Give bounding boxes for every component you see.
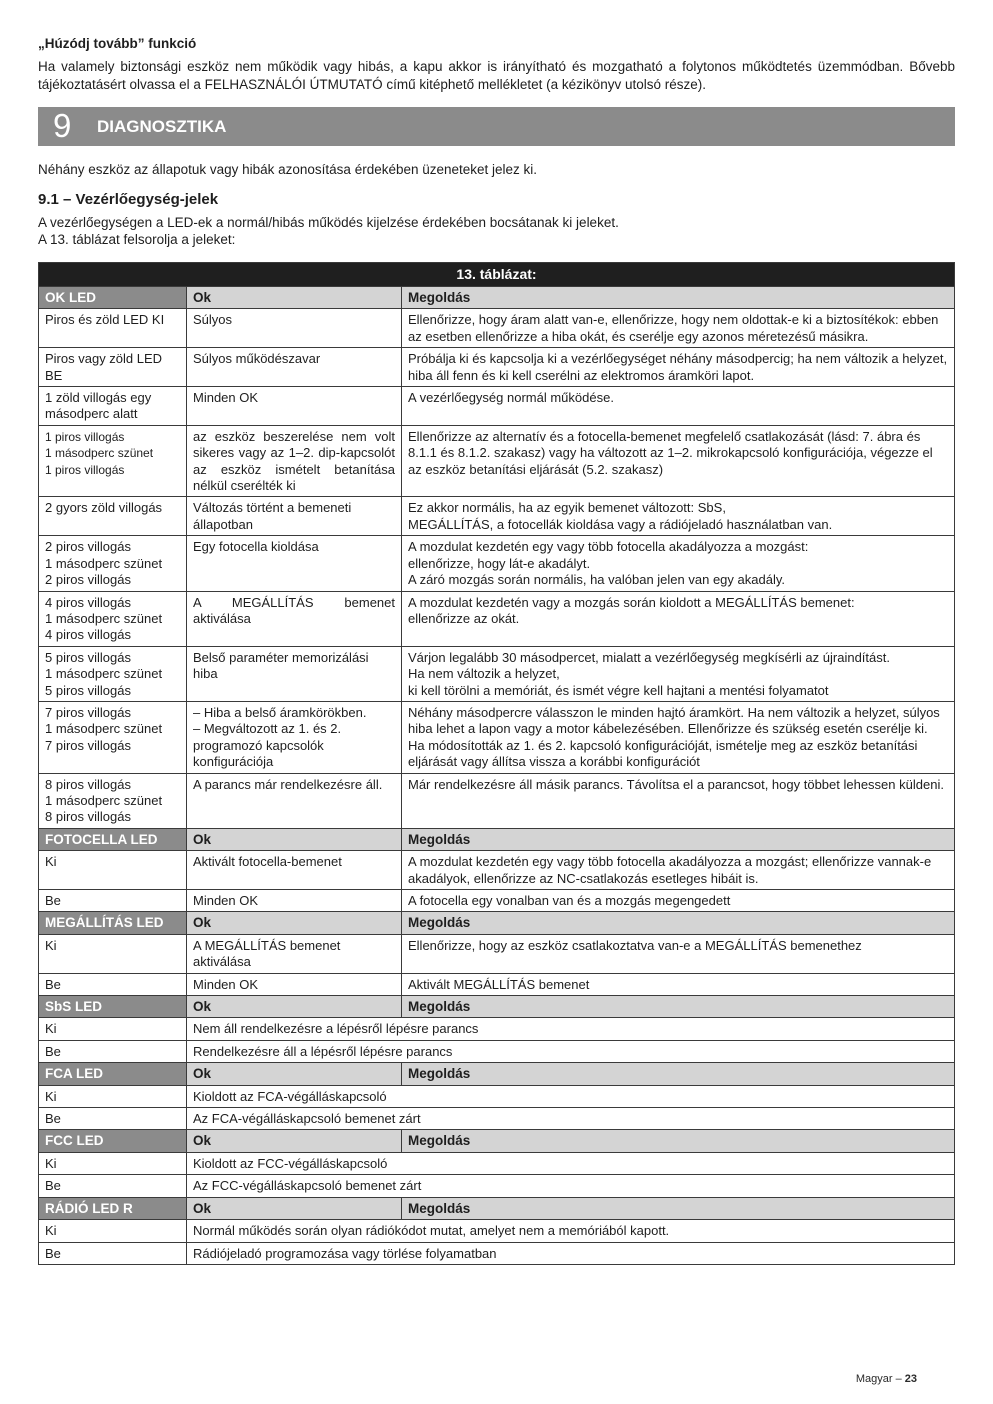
table-row [39,973,955,995]
column-header-solution: Megoldás [402,912,955,934]
table-row [39,309,955,348]
led-signal-cell: 2 piros villogás 1 másodperc szünet 2 piros villogás [39,536,187,591]
section-header-row [39,996,955,1018]
table-caption: 13. táblázat: [39,263,955,287]
table-row [39,1220,955,1242]
table-row [39,1085,955,1107]
section-header-row [39,1130,955,1152]
description-cell: Rendelkezésre áll a lépésről lépésre parancs [187,1040,955,1062]
column-header-cause: Ok [187,828,402,850]
column-header-solution: Megoldás [402,996,955,1018]
column-header-solution: Megoldás [402,287,955,309]
led-signal-cell: Ki [39,934,187,973]
column-header-cause: Ok [187,287,402,309]
solution-cell: Ellenőrizze az alternatív és a fotocella-bemenet megfelelő csatlakozását (lásd: 7. ábra és 8.1.1 és 8.1.2. szakasz) vagy ha változott az 1–2. mikrokapcsoló konfigurációja, végezze el az eszköz betanítási eljárását (5.2. szakasz) [402,425,955,497]
page-number: 23 [904,1373,917,1385]
solution-cell: A mozdulat kezdetén egy vagy több fotocella akadályozza a mozgást: ellenőrizze, hogy lát-e akadályt. A záró mozgás során normális, ha valóban jelen van egy akadály. [402,536,955,591]
table-row [39,1040,955,1062]
table-row [39,497,955,536]
subsection-paragraph [38,214,619,248]
led-signal-cell: Ki [39,1220,187,1242]
section-led-name: FCC LED [39,1130,187,1152]
footer-language: Magyar – [855,1373,902,1385]
column-header-solution: Megoldás [402,1197,955,1219]
led-signal-cell: Be [39,1040,187,1062]
led-signal-cell: Be [39,1242,187,1264]
section-led-name: FCA LED [39,1063,187,1085]
description-cell: Kioldott az FCC-végálláskapcsoló [187,1152,955,1174]
intro-paragraph: Néhány eszköz az állapotuk vagy hibák azonosítása érdekében üzeneteket jelez ki. [38,162,538,177]
column-header-solution: Megoldás [402,1130,955,1152]
function-heading: „Húzódj tovább” funkció [38,36,197,51]
column-header-cause: Ok [187,996,402,1018]
section-led-name: FOTOCELLA LED [39,828,187,850]
table-row [39,851,955,890]
solution-cell: Ellenőrizze, hogy az eszköz csatlakoztatva van-e a MEGÁLLÍTÁS bemenethez [402,934,955,973]
function-paragraph: Ha valamely biztonsági eszköz nem működik vagy hibás, a kapu akkor is irányítható és mozgatható a folytonos működtetés üzemmódban. Bővebb tájékoztatásért olvassa el a FELHASZNÁLÓI ÚTMUTATÓ című kitéphető mellékletet (a kézikönyv utolsó része). [38,59,955,92]
column-header-cause: Ok [187,1130,402,1152]
solution-cell: Ellenőrizze, hogy áram alatt van-e, ellenőrizze, hogy nem oldottak-e ki a biztosítékok: ebben az esetben ellenőrizze a hiba okát, és cserélje egy azonos méretezésű másikra. [402,309,955,348]
table-row [39,890,955,912]
table-row [39,646,955,701]
led-signal-cell: 8 piros villogás 1 másodperc szünet 8 piros villogás [39,773,187,828]
led-signal-cell: Piros vagy zöld LED BE [39,348,187,387]
table-caption-row [39,263,955,287]
section-header-row [39,912,955,934]
solution-cell: Aktivált MEGÁLLÍTÁS bemenet [402,973,955,995]
section-header-row [39,1063,955,1085]
section-led-name: RÁDIÓ LED R [39,1197,187,1219]
solution-cell: Próbálja ki és kapcsolja ki a vezérlőegységet néhány másodpercig; ha nem változik a helyzet, hiba áll fenn és ki kell cserélni az elektromos áramköri lapot. [402,348,955,387]
description-cell: Nem áll rendelkezésre a lépésről lépésre parancs [187,1018,955,1040]
column-header-cause: Ok [187,1063,402,1085]
cause-cell: Aktivált fotocella-bemenet [187,851,402,890]
section-header-row [39,287,955,309]
chapter-title: DIAGNOSZTIKA [97,117,227,136]
cause-cell: A parancs már rendelkezésre áll. [187,773,402,828]
section-header-row [39,828,955,850]
led-signal-cell: Be [39,890,187,912]
led-signal-cell: Be [39,973,187,995]
table-row [39,1175,955,1197]
cause-cell: az eszköz beszerelése nem volt sikeres vagy az 1–2. dip-kapcsolót az eszköz ismételt betanítása nélkül cserélték ki [187,425,402,497]
solution-cell: Néhány másodpercre válasszon le minden hajtó áramkört. Ha nem változik a helyzet, súlyos hiba lehet a lapon vagy a motor kábelezésében. Ellenőrizze és szükség esetén cserélje ki. Ha módosították az 1. és 2. kapcsoló konfigurációját, ismételje meg az eszköz betanítási eljárását vagy állítsa vissza a korábbi konfigurációt [402,701,955,773]
cause-cell: A MEGÁLLÍTÁS bemenet aktiválása [187,934,402,973]
led-signal-cell: Ki [39,851,187,890]
cause-cell: Minden OK [187,890,402,912]
chapter-banner [38,107,955,146]
column-header-solution: Megoldás [402,1063,955,1085]
led-signal-cell: 1 piros villogás 1 másodperc szünet 1 piros villogás [39,425,187,497]
solution-cell: Várjon legalább 30 másodpercet, mialatt a vezérlőegység megkísérli az újraindítást. Ha nem változik a helyzet, ki kell törölni a memóriát, és ismét végre kell hajtani a mentési folyamatot [402,646,955,701]
led-signal-cell: Ki [39,1018,187,1040]
cause-cell: Egy fotocella kioldása [187,536,402,591]
table-row [39,1242,955,1264]
led-signal-cell: Be [39,1175,187,1197]
led-signal-cell: 4 piros villogás 1 másodperc szünet 4 piros villogás [39,591,187,646]
table-row [39,591,955,646]
section-header-row [39,1197,955,1219]
page-footer [856,1373,917,1385]
led-signal-cell: Ki [39,1085,187,1107]
solution-cell: A vezérlőegység normál működése. [402,387,955,426]
table-row [39,348,955,387]
description-cell: Rádiójeladó programozása vagy törlése folyamatban [187,1242,955,1264]
table-row [39,387,955,426]
cause-cell: Minden OK [187,387,402,426]
solution-cell: Már rendelkezésre áll másik parancs. Távolítsa el a parancsot, hogy többet lehessen küldeni. [402,773,955,828]
cause-cell: Súlyos [187,309,402,348]
table-row [39,1152,955,1174]
table-row [39,701,955,773]
solution-cell: Ez akkor normális, ha az egyik bemenet változott: SbS, MEGÁLLÍTÁS, a fotocellák kioldása vagy a rádiójeladó használatban van. [402,497,955,536]
diagnostics-table [38,262,955,1265]
chapter-number: 9 [53,107,72,144]
table-row [39,536,955,591]
description-cell: Kioldott az FCA-végálláskapcsoló [187,1085,955,1107]
solution-cell: A mozdulat kezdetén vagy a mozgás során kioldott a MEGÁLLÍTÁS bemenet: ellenőrizze az okát. [402,591,955,646]
section-led-name: OK LED [39,287,187,309]
subsection-heading: 9.1 – Vezérlőegység-jelek [38,191,219,208]
description-cell: Az FCA-végálláskapcsoló bemenet zárt [187,1108,955,1130]
led-signal-cell: Be [39,1108,187,1130]
cause-cell: Belső paraméter memorizálási hiba [187,646,402,701]
description-cell: Az FCC-végálláskapcsoló bemenet zárt [187,1175,955,1197]
solution-cell: A fotocella egy vonalban van és a mozgás megengedett [402,890,955,912]
cause-cell: A MEGÁLLÍTÁS bemenet aktiválása [187,591,402,646]
column-header-cause: Ok [187,1197,402,1219]
led-signal-cell: 1 zöld villogás egy másodperc alatt [39,387,187,426]
cause-cell: Változás történt a bemeneti állapotban [187,497,402,536]
column-header-solution: Megoldás [402,828,955,850]
led-signal-cell: 7 piros villogás 1 másodperc szünet 7 piros villogás [39,701,187,773]
led-signal-cell: Ki [39,1152,187,1174]
description-cell: Normál működés során olyan rádiókódot mutat, amelyet nem a memóriából kapott. [187,1220,955,1242]
subsection-line-1: A vezérlőegységen a LED-ek a normál/hibás működés kijelzése érdekében bocsátanak ki jeleket. [38,215,619,230]
cause-cell: Minden OK [187,973,402,995]
led-signal-cell: 5 piros villogás 1 másodperc szünet 5 piros villogás [39,646,187,701]
cause-cell: Súlyos működészavar [187,348,402,387]
cause-cell: – Hiba a belső áramkörökben. – Megváltozott az 1. és 2. programozó kapcsolók konfigurációja [187,701,402,773]
led-signal-cell: 2 gyors zöld villogás [39,497,187,536]
section-led-name: MEGÁLLÍTÁS LED [39,912,187,934]
table-row [39,773,955,828]
table-row [39,1108,955,1130]
column-header-cause: Ok [187,912,402,934]
section-led-name: SbS LED [39,996,187,1018]
table-row [39,934,955,973]
led-signal-cell: Piros és zöld LED KI [39,309,187,348]
solution-cell: A mozdulat kezdetén egy vagy több fotocella akadályozza a mozgást; ellenőrizze vannak-e akadályok, ellenőrizze az NC-csatlakozás esetleges hibáit is. [402,851,955,890]
table-row [39,425,955,497]
table-row [39,1018,955,1040]
subsection-line-2: A 13. táblázat felsorolja a jeleket: [38,232,236,247]
